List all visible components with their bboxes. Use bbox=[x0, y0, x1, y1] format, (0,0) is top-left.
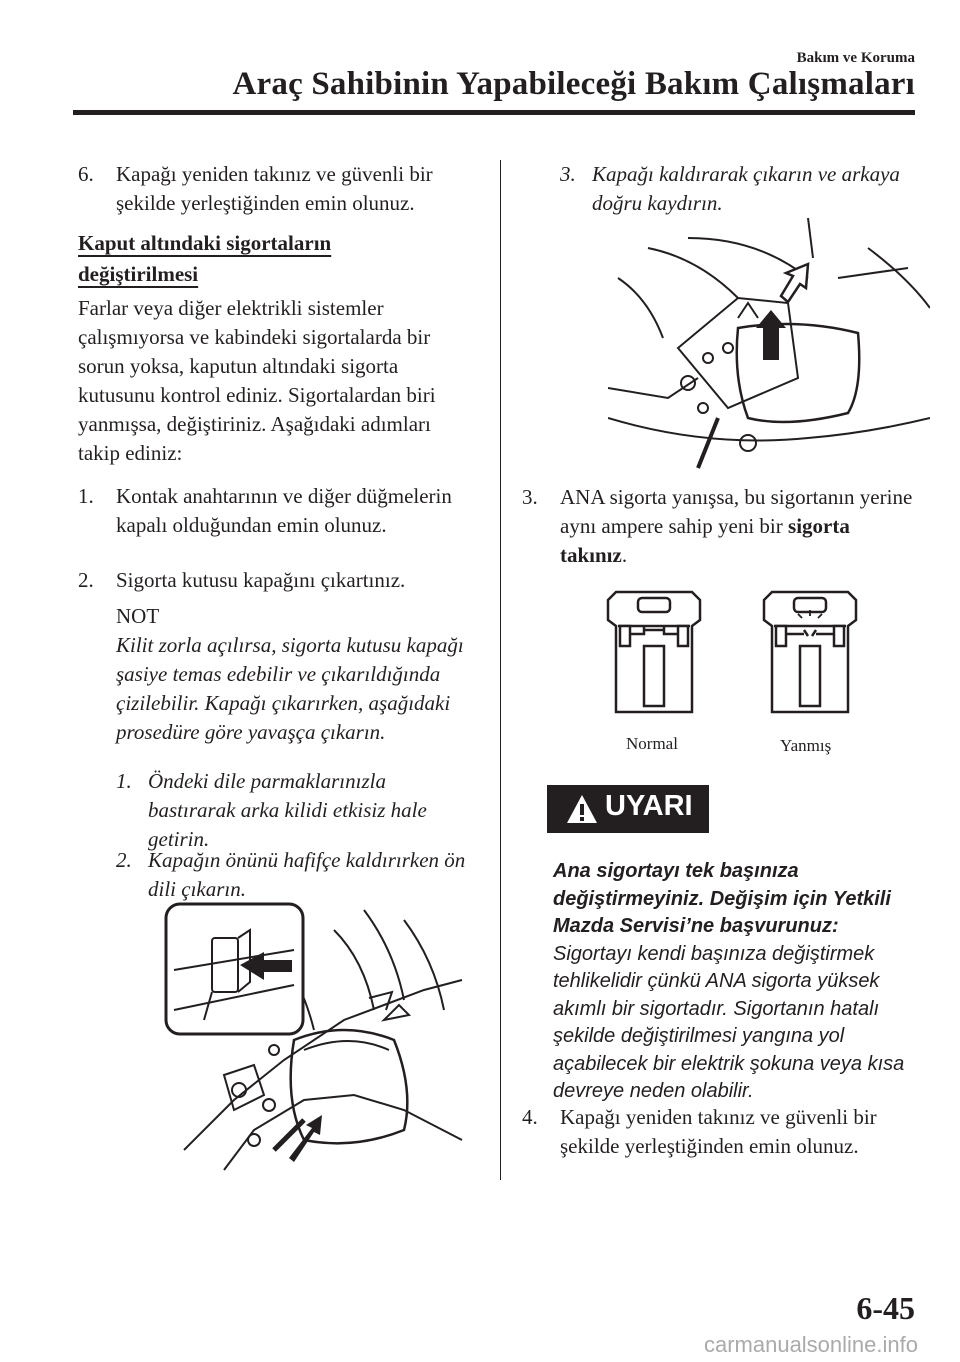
section-name: Bakım ve Koruma bbox=[796, 50, 915, 66]
note-step-3: 3. Kapağı kaldırarak çıkarın ve arkaya doğru kaydırın. bbox=[560, 162, 900, 215]
header-rule bbox=[73, 110, 915, 115]
warning-label: UYARI bbox=[605, 790, 693, 822]
note-block bbox=[116, 602, 476, 747]
step-6: 6. Kapağı yeniden takınız ve güvenli bir şekilde yerleştiğinden emin olunuz. bbox=[78, 162, 433, 215]
step-2: 2. Sigorta kutusu kapağını çıkartınız. bbox=[78, 568, 406, 592]
warning-triangle-icon bbox=[565, 793, 599, 825]
page-title: Araç Sahibinin Yapabileceği Bakım Çalışmaları bbox=[232, 66, 915, 102]
column-divider bbox=[500, 160, 501, 1180]
step-4: 4. Kapağı yeniden takınız ve güvenli bir şekilde yerleştiğinden emin olunuz. bbox=[522, 1105, 877, 1158]
note-text: Kilit zorla açılırsa, sigorta kutusu kapağı şasiye temas edebilir ve çıkarıldığında çizilebilir. Kapağı çıkarırken, aşağıdaki prosedüre göre yavaşça çıkarın. bbox=[116, 633, 464, 744]
step-3: 3. ANA sigorta yanışsa, bu sigortanın yerine aynı ampere sahip yeni bir sigorta takınız. bbox=[522, 485, 913, 567]
fuse-box-lift-illustration bbox=[164, 900, 464, 1172]
watermark: carmanualsonline.info bbox=[703, 1332, 918, 1357]
fuse-box-cover-removal-illustration bbox=[608, 218, 930, 476]
fuse-caption-blown: Yanmış bbox=[780, 736, 832, 755]
fuse-caption-normal: Normal bbox=[626, 734, 678, 753]
note-step-1: 1. Öndeki dile parmaklarınızla bastırarak arka kilidi etkisiz hale getirin. bbox=[116, 769, 427, 851]
warning-bold-text: Ana sigortayı tek başınıza değiştirmeyiniz. Değişim için Yetkili Mazda Servisi’ne başvurunuz: bbox=[553, 860, 891, 937]
page-number: 6-45 bbox=[856, 1290, 915, 1326]
subheading: Kaput altındaki sigortaların değiştirilmesi bbox=[78, 231, 332, 286]
warning-banner bbox=[547, 785, 709, 833]
note-step-2: 2. Kapağın önünü hafifçe kaldırırken ön dili çıkarın. bbox=[116, 848, 466, 901]
normal-fuse-illustration bbox=[604, 586, 704, 718]
warning-text bbox=[553, 858, 923, 1106]
intro-paragraph: Farlar veya diğer elektrikli sistemler çalışmıyorsa ve kabindeki sigortalarda bir sorun yoksa, kaputun altındaki sigorta kutusunu kontrol ediniz. Sigortalardan biri yanmışsa, değiştiriniz. Aşağıdaki adımları takip ediniz: bbox=[78, 296, 436, 465]
warning-body-text: Sigortayı kendi başınıza değiştirmek tehlikelidir çünkü ANA sigorta yüksek akımlı bir sigortadır. Sigortanın hatalı şekilde değiştirilmesi yangına yol açabilecek bir elektrik şokuna veya kısa devreye neden olabilir. bbox=[553, 942, 905, 1102]
step-1: 1. Kontak anahtarının ve diğer düğmelerin kapalı olduğundan emin olunuz. bbox=[78, 484, 452, 537]
blown-fuse-illustration bbox=[760, 586, 860, 718]
note-title: NOT bbox=[116, 604, 160, 628]
